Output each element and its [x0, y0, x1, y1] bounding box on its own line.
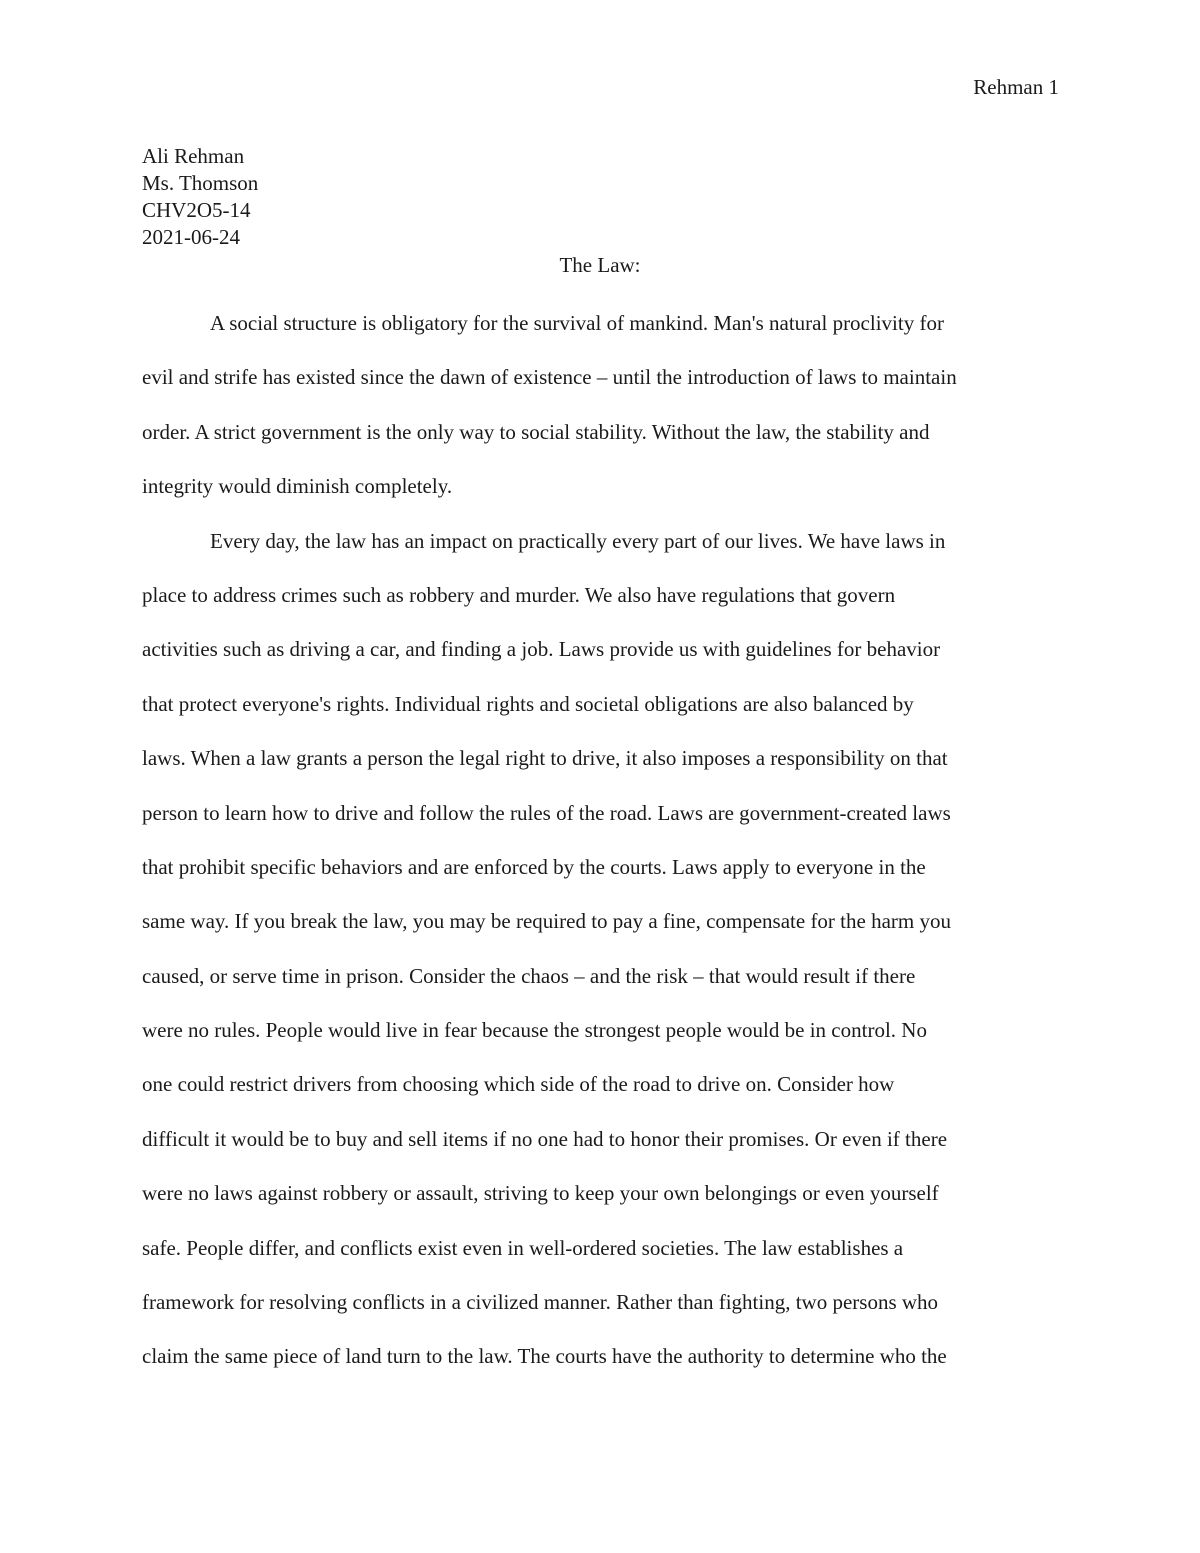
course-code: CHV2O5-14 [142, 198, 251, 222]
date: 2021-06-24 [142, 225, 240, 249]
text-line: laws. When a law grants a person the legal right to drive, it also imposes a responsibility on that [142, 746, 948, 771]
text-line: evil and strife has existed since the dawn of existence – until the introduction of laws to maintain [142, 365, 957, 390]
essay-title: The Law: [559, 253, 641, 277]
text-line: activities such as driving a car, and finding a job. Laws provide us with guidelines for behavior [142, 637, 941, 662]
text-line: framework for resolving conflicts in a civilized manner. Rather than fighting, two persons who [142, 1290, 939, 1315]
text-line: that prohibit specific behaviors and are enforced by the courts. Laws apply to everyone in the [142, 854, 926, 879]
text-line: one could restrict drivers from choosing which side of the road to drive on. Consider how [142, 1072, 895, 1097]
teacher-name: Ms. Thomson [142, 171, 259, 195]
text-line: Every day, the law has an impact on practically every part of our lives. We have laws in [210, 528, 946, 553]
text-line: order. A strict government is the only way to social stability. Without the law, the stability and [142, 419, 930, 444]
text-line: safe. People differ, and conflicts exist even in well-ordered societies. The law establishes a [142, 1235, 904, 1260]
text-line: were no laws against robbery or assault, striving to keep your own belongings or even yourself [142, 1181, 939, 1206]
text-line: place to address crimes such as robbery and murder. We also have regulations that govern [142, 582, 896, 607]
text-line: were no rules. People would live in fear because the strongest people would be in control. No [142, 1018, 927, 1043]
text-line: A social structure is obligatory for the survival of mankind. Man's natural proclivity for [210, 311, 944, 335]
text-line: same way. If you break the law, you may be required to pay a fine, compensate for the harm you [142, 909, 951, 934]
text-line: integrity would diminish completely. [142, 474, 453, 499]
essay-body [142, 296, 1058, 1384]
running-head: Rehman 1 [973, 75, 1059, 99]
text-line: that protect everyone's rights. Individual rights and societal obligations are also balanced by [142, 691, 914, 716]
text-line: caused, or serve time in prison. Consider the chaos – and the risk – that would result if there [142, 963, 916, 988]
paragraph-2 [142, 514, 1058, 1384]
paragraph-1 [142, 296, 1058, 514]
text-line: person to learn how to drive and follow the rules of the road. Laws are government-created laws [142, 800, 951, 825]
text-line: difficult it would be to buy and sell items if no one had to honor their promises. Or even if there [142, 1126, 948, 1151]
text-line: claim the same piece of land turn to the law. The courts have the authority to determine who the [142, 1344, 947, 1369]
author-name: Ali Rehman [142, 144, 245, 168]
mla-heading [142, 143, 642, 251]
